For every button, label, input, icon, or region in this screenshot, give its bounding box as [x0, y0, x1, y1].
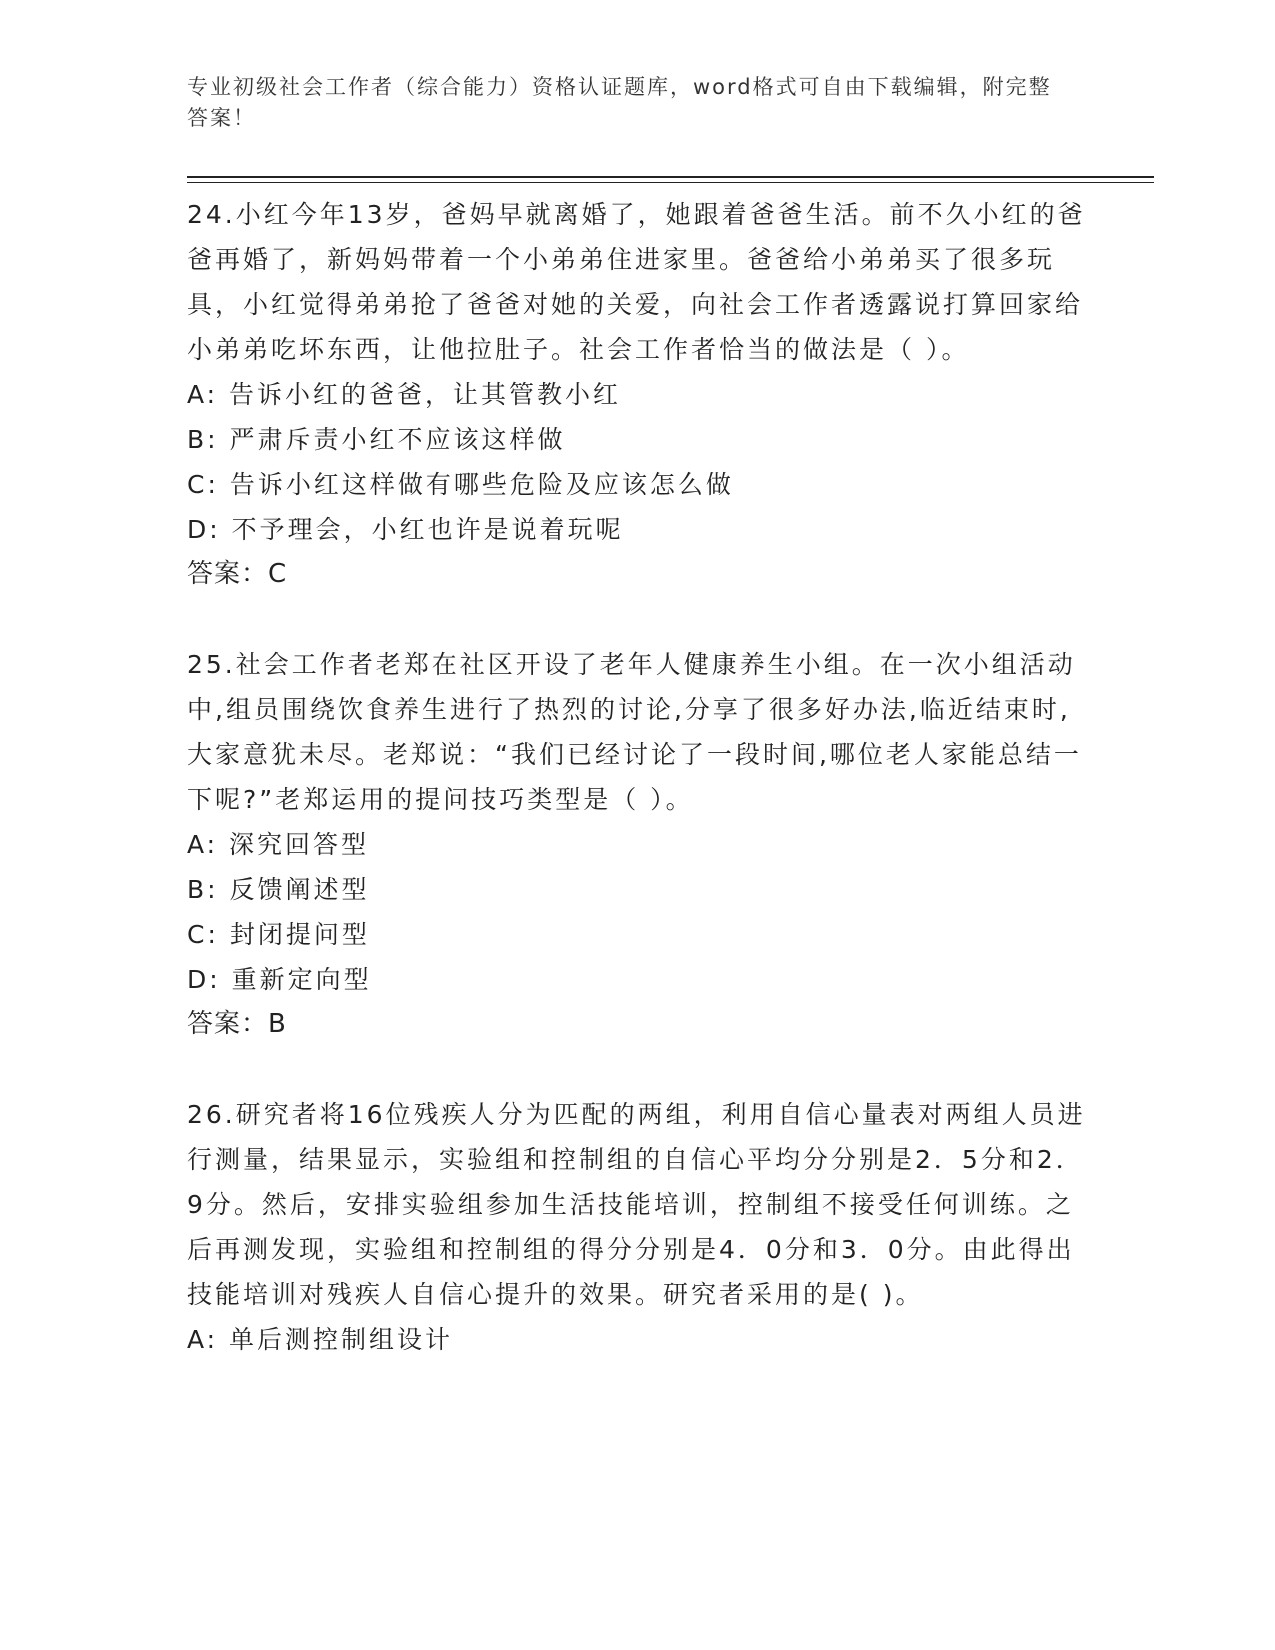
question-spacer [187, 597, 1092, 642]
option-b: B: 严肃斥责小红不应该这样做 [187, 425, 566, 454]
question-25 [187, 642, 1092, 1047]
option-b: B: 反馈阐述型 [187, 875, 370, 904]
option-d: D: 重新定向型 [187, 965, 372, 994]
question-stem: 24.小红今年13岁，爸妈早就离婚了，她跟着爸爸生活。前不久小红的爸爸再婚了，新妈妈带着一个小弟弟住进家里。爸爸给小弟弟买了很多玩具，小红觉得弟弟抢了爸爸对她的关爱，向社会工作者透露说打算回家给小弟弟吃坏东西，让他拉肚子。社会工作者恰当的做法是（ ）。 [187, 200, 1086, 364]
option-c: C: 告诉小红这样做有哪些危险及应该怎么做 [187, 470, 734, 499]
option-c: C: 封闭提问型 [187, 920, 370, 949]
document-header: 专业初级社会工作者（综合能力）资格认证题库，word格式可自由下载编辑，附完整答案！ [187, 75, 1052, 130]
question-stem: 25.社会工作者老郑在社区开设了老年人健康养生小组。在一次小组活动中,组员围绕饮食养生进行了热烈的讨论,分享了很多好办法,临近结束时,大家意犹未尽。老郑说：“我们已经讨论了一段时间,哪位老人家能总结一下呢?”老郑运用的提问技巧类型是（ ）。 [187, 650, 1082, 814]
question-24 [187, 192, 1092, 597]
question-26 [187, 1092, 1092, 1362]
answer-line: 答案：C [187, 559, 288, 589]
option-a: A: 告诉小红的爸爸，让其管教小红 [187, 380, 622, 409]
question-spacer [187, 1047, 1092, 1092]
question-stem: 26.研究者将16位残疾人分为匹配的两组，利用自信心量表对两组人员进行测量，结果显示，实验组和控制组的自信心平均分分别是2．5分和2．9分。然后，安排实验组参加生活技能培训，控制组不接受任何训练。之后再测发现，实验组和控制组的得分分别是4．0分和3．0分。由此得出技能培训对残疾人自信心提升的效果。研究者采用的是( )。 [187, 1100, 1086, 1309]
option-a: A: 单后测控制组设计 [187, 1325, 454, 1354]
option-d: D: 不予理会，小红也许是说着玩呢 [187, 515, 624, 544]
header-divider-thick [187, 176, 1154, 178]
question-list [187, 192, 1092, 1362]
option-a: A: 深究回答型 [187, 830, 370, 859]
answer-line: 答案：B [187, 1009, 287, 1039]
header-divider-thin [187, 182, 1154, 183]
